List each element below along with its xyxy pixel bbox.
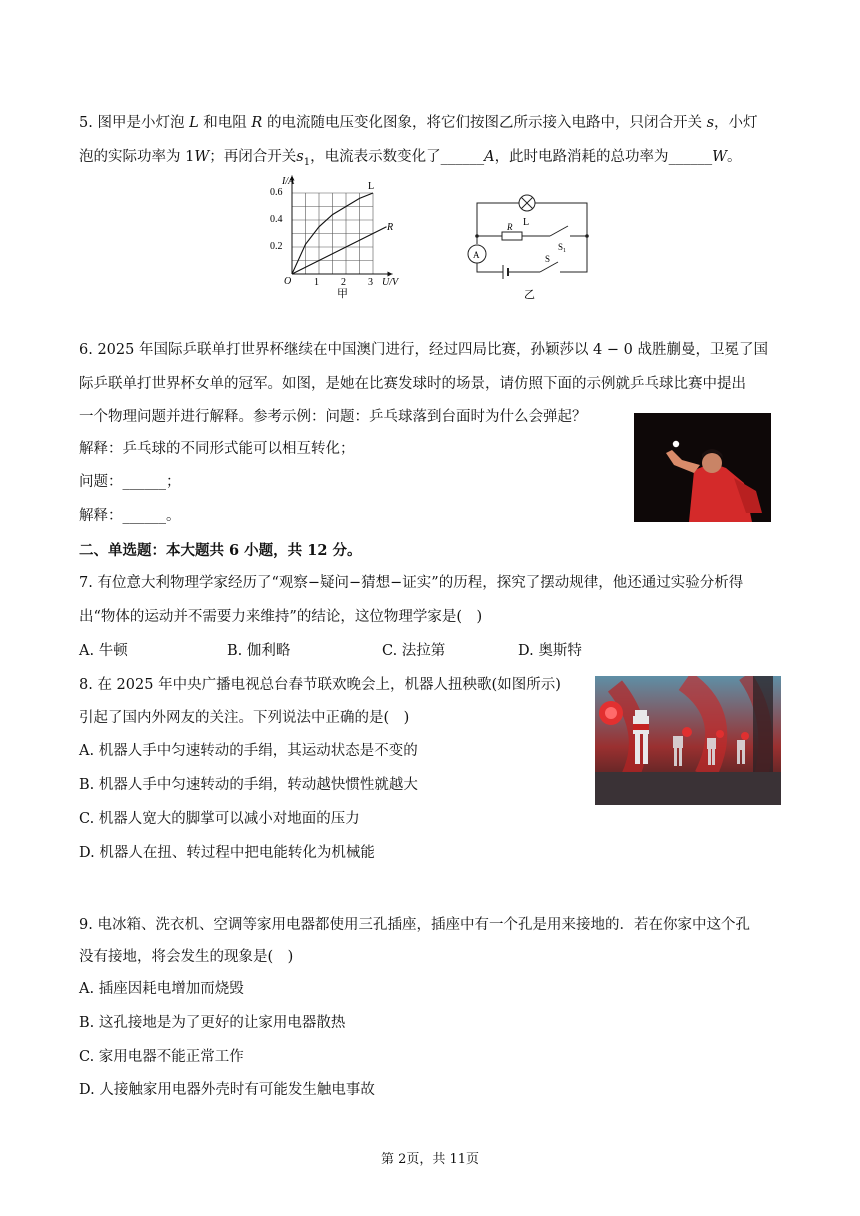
q7-option-c[interactable]: C. 法拉第 — [382, 643, 446, 659]
q5-text: ，电流表示数变化了 — [310, 149, 441, 165]
q8-line: 8. 在 2025 年中央广播电视总台春节联欢晚会上，机器人扭秧歌(如图所示) — [79, 677, 561, 693]
q6-question-blank[interactable]: 问题：______； — [79, 474, 181, 490]
junction — [585, 234, 589, 238]
q6-line: 际乒联单打世界杯女单的冠军。如图，是她在比赛发球时的场景，请仿照下面的示例就乒乓球比赛中提出 — [79, 376, 746, 392]
lamp-label: L — [523, 217, 530, 228]
q5-line-2 — [79, 147, 741, 173]
q5-text: ，此时电路消耗的总功率为 — [494, 149, 669, 165]
x-tick-label: 1 — [314, 277, 319, 288]
wire — [535, 203, 587, 236]
unit-W: W — [712, 149, 727, 165]
junction — [475, 234, 479, 238]
switch-s1-blade — [550, 226, 568, 236]
var-s1: s — [296, 149, 304, 165]
q5-text: 5. 图甲是小灯泡 — [79, 115, 190, 131]
graph-grid — [292, 193, 373, 274]
resistor-label: R — [507, 222, 513, 232]
switch-s-label: S — [545, 254, 551, 264]
q6-line: 6. 2025 年国际乒联单打世界杯继续在中国澳门进行，经过四局比赛，孙颖莎以 4 − 0 战胜蒯曼，卫冕了国 — [79, 342, 768, 358]
iv-graph — [270, 172, 415, 302]
q8-line: 引起了国内外网友的关注。下列说法中正确的是( ) — [79, 710, 410, 726]
graph-caption: 甲 — [337, 288, 348, 300]
q7-option-d[interactable]: D. 奥斯特 — [518, 643, 582, 659]
switch-s1-label: $S_1$ — [558, 242, 567, 254]
answer-blank-2[interactable]: ______ — [668, 149, 713, 165]
curve-L-label: L — [368, 181, 375, 192]
x-tick-label: 2 — [341, 277, 346, 288]
unit-A: A — [484, 149, 495, 165]
origin-label: O — [284, 276, 292, 287]
axis-arrowheads — [290, 176, 393, 277]
q7-line: 7. 有位意大利物理学家经历了“观察−疑问−猜想−证实”的历程，探究了摆动规律，他还通过实验分析得 — [79, 575, 744, 591]
table-tennis-photo — [634, 413, 771, 522]
q9-option-c[interactable]: C. 家用电器不能正常工作 — [79, 1049, 244, 1065]
q5-line-1 — [79, 113, 758, 133]
q5-text: ，小灯 — [714, 115, 758, 131]
section-heading: 二、单选题：本大题共 6 小题，共 12 分。 — [79, 542, 362, 559]
q5-text: 和电阻 — [198, 115, 252, 131]
y-tick-label: 0.2 — [270, 241, 283, 252]
graph-axes — [290, 176, 393, 277]
q8-option-d[interactable]: D. 机器人在扭、转过程中把电能转化为机械能 — [79, 845, 375, 861]
q6-example-answer: 解释：乒乓球的不同形式能可以相互转化； — [79, 441, 355, 457]
unit-W: W — [194, 149, 210, 165]
q9-line: 9. 电冰箱、洗衣机、空调等家用电器都使用三孔插座，插座中有一个孔是用来接地的．若在你家中这个孔 — [79, 917, 750, 933]
curve-R-label: R — [387, 222, 394, 233]
q9-line: 没有接地，将会发生的现象是( ) — [79, 949, 294, 965]
q5-text: 泡的实际功率为 1 — [79, 149, 195, 165]
q5-text: 的电流随电压变化图象，将它们按图乙所示接入电路中，只闭合开关 — [262, 115, 707, 131]
q9-option-a[interactable]: A. 插座因耗电增加而烧毁 — [79, 981, 244, 997]
x-tick-label: 3 — [368, 277, 373, 288]
resistor-symbol — [502, 232, 522, 240]
circuit-caption: 乙 — [524, 289, 535, 301]
wire — [560, 236, 587, 272]
y-axis-label: I/A — [282, 176, 295, 187]
ammeter-label: A — [473, 250, 480, 260]
q8-option-c[interactable]: C. 机器人宽大的脚掌可以减小对地面的压力 — [79, 811, 360, 827]
curve-R — [292, 227, 387, 274]
page-footer: 第 2页，共 11页 — [380, 1152, 480, 1167]
var-L: L — [189, 115, 199, 131]
q8-option-b[interactable]: B. 机器人手中匀速转动的手绢，转动越快惯性就越大 — [79, 777, 418, 793]
y-tick-label: 0.4 — [270, 214, 283, 225]
q5-text: ；再闭合开关 — [209, 149, 297, 165]
robot-dance-photo — [595, 676, 781, 805]
answer-blank-1[interactable]: ______ — [440, 149, 485, 165]
y-tick-label: 0.6 — [270, 187, 283, 198]
var-s: s — [706, 115, 715, 131]
circuit-diagram — [462, 188, 597, 303]
q7-line: 出“物体的运动并不需要力来维持”的结论，这位物理学家是( ) — [79, 609, 483, 625]
x-axis-label: U/V — [382, 277, 399, 288]
q6-explanation-blank[interactable]: 解释：______。 — [79, 508, 181, 524]
player-illustration — [634, 413, 771, 522]
var-R: R — [251, 115, 263, 131]
subscript: 1 — [303, 156, 311, 168]
q9-option-b[interactable]: B. 这孔接地是为了更好的让家用电器散热 — [79, 1015, 346, 1031]
q8-option-a[interactable]: A. 机器人手中匀速转动的手绢，其运动状态是不变的 — [79, 743, 418, 759]
q9-option-d[interactable]: D. 人接触家用电器外壳时有可能发生触电事故 — [79, 1082, 375, 1098]
robot-illustration — [595, 676, 781, 805]
q5-text: 。 — [726, 149, 742, 165]
wire — [477, 263, 503, 272]
q7-option-b[interactable]: B. 伽利略 — [227, 643, 291, 659]
wire — [477, 203, 519, 236]
q6-line: 一个物理问题并进行解释。参考示例：问题：乒乓球落到台面时为什么会弹起？ — [79, 409, 587, 425]
q7-option-a[interactable]: A. 牛顿 — [79, 643, 128, 659]
